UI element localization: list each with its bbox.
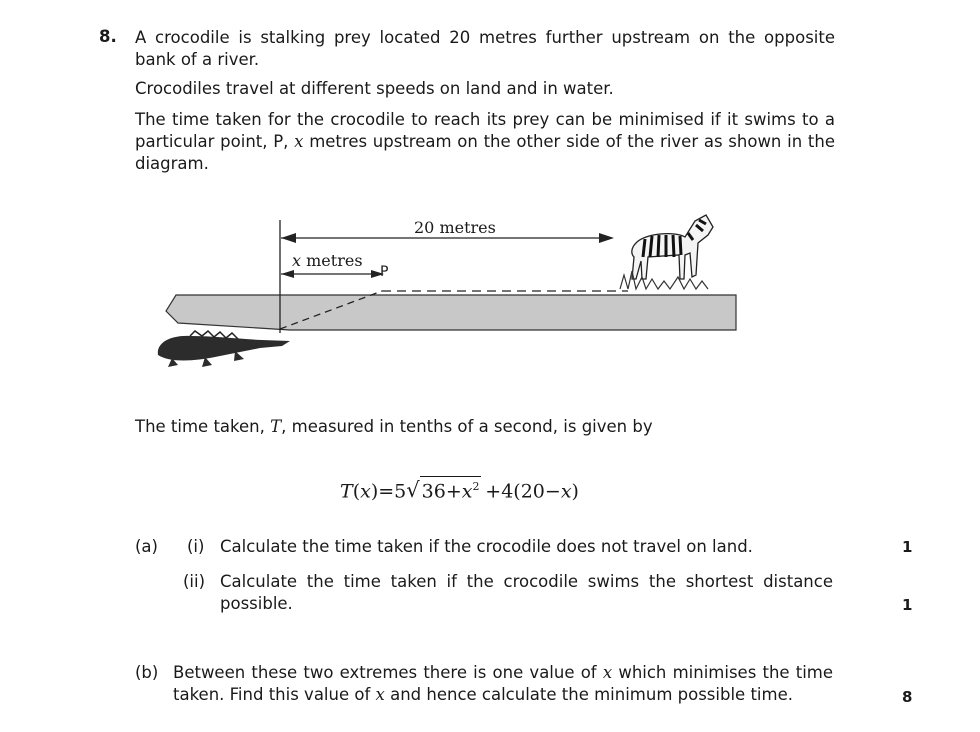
label-point-p: P bbox=[380, 264, 389, 280]
formula-intro: The time taken, T, measured in tenths of a second, is given by bbox=[135, 417, 653, 436]
label-x-metres: x metres bbox=[292, 251, 363, 270]
river bbox=[166, 295, 736, 330]
question-para-1: A crocodile is stalking prey located 20 metres further upstream on the opposite bank of a river. bbox=[135, 28, 835, 69]
part-a-i-label: (i) bbox=[187, 537, 205, 556]
part-a-i-text: Calculate the time taken if the crocodile does not travel on land. bbox=[220, 537, 753, 556]
label-20-metres: 20 metres bbox=[414, 218, 496, 237]
question-para-2: Crocodiles travel at different speeds on land and in water. bbox=[135, 79, 614, 98]
part-a-ii-label: (ii) bbox=[183, 572, 206, 591]
part-b-text: Between these two extremes there is one value of x which minimises the time taken. Find this value of x and hence calculate the minimum possible time. bbox=[173, 663, 834, 704]
part-a-label: (a) bbox=[135, 537, 158, 556]
part-a-ii-mark: 1 bbox=[902, 596, 913, 614]
zebra-icon bbox=[620, 215, 713, 289]
part-b-label: (b) bbox=[135, 663, 159, 682]
question-number: 8. bbox=[99, 27, 117, 46]
part-a-i-mark: 1 bbox=[902, 538, 913, 556]
crocodile-icon bbox=[158, 331, 290, 367]
part-a-ii-text: Calculate the time taken if the crocodile swims the shortest distance possible. bbox=[220, 572, 833, 613]
time-formula: T(x)=5√ $36+x^2 +4(20-x)$ bbox=[340, 476, 579, 502]
question-para-3: The time taken for the crocodile to reach its prey can be minimised if it swims to a particular point, P, x metres upstream on the other side of the river as shown in the diagram. bbox=[135, 110, 835, 173]
part-b-mark: 8 bbox=[902, 688, 913, 706]
